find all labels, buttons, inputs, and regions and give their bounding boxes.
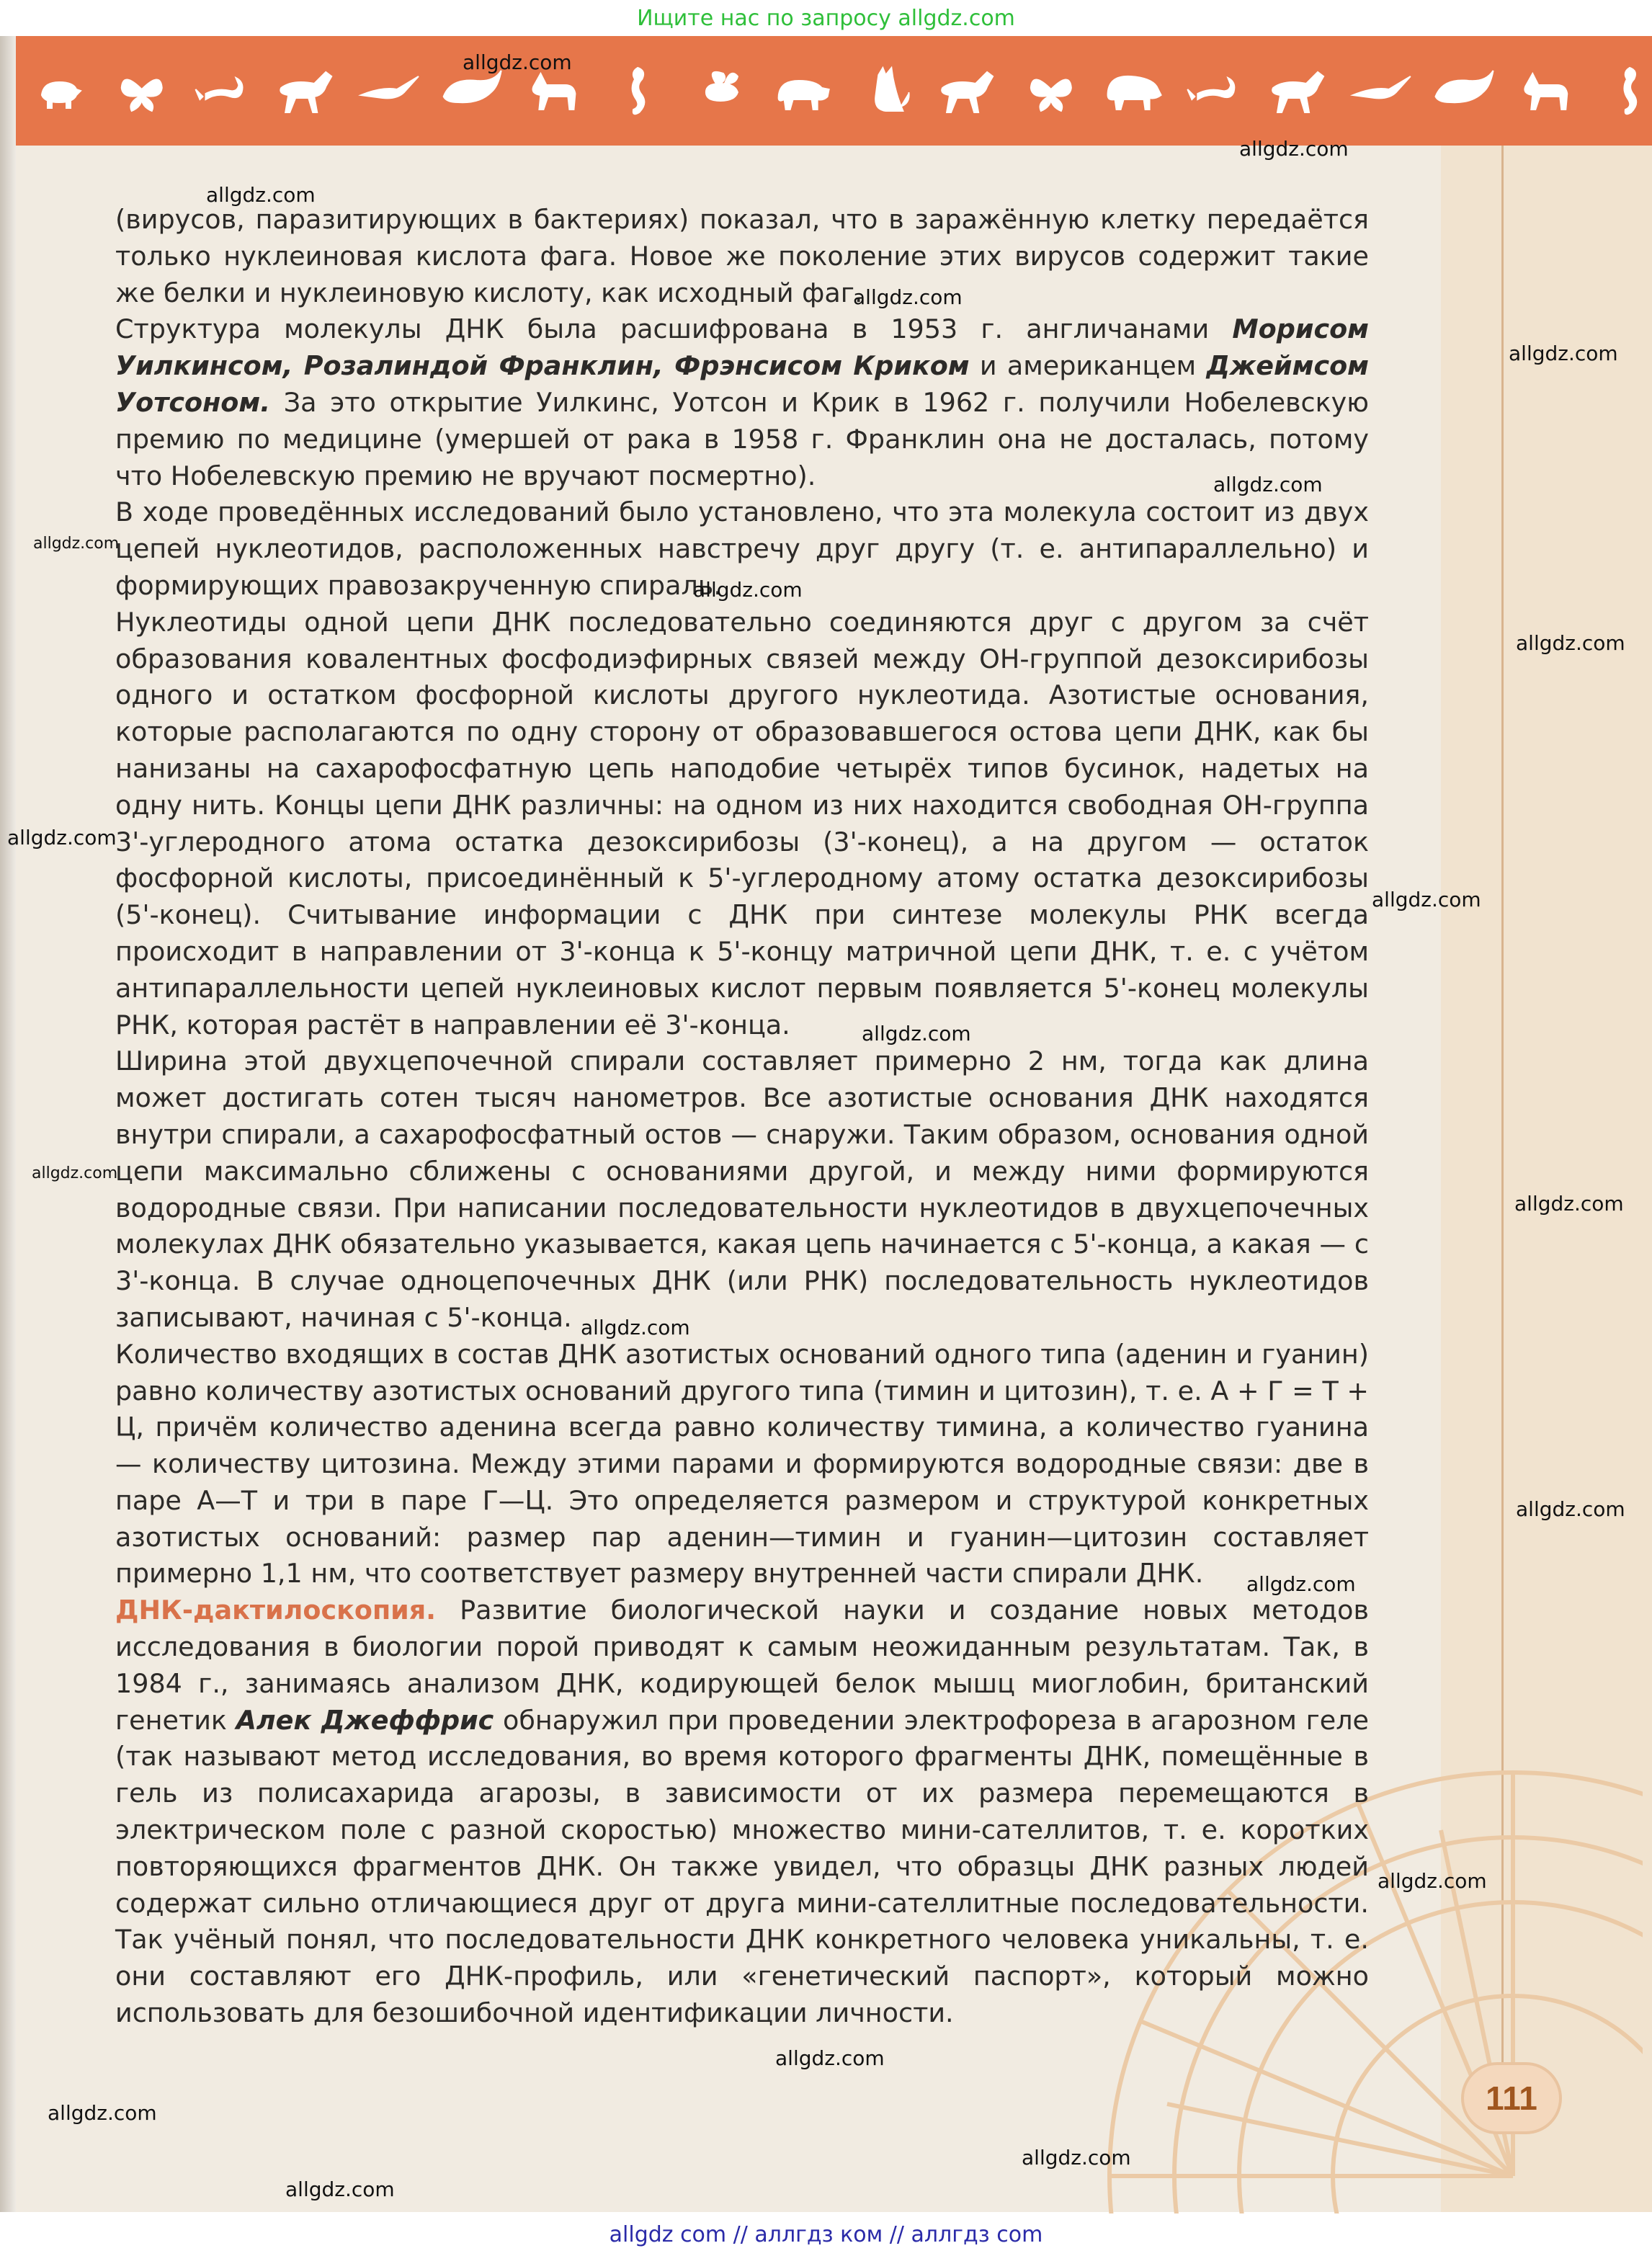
- whale-icon: [1436, 71, 1494, 102]
- animal-band: [16, 36, 1652, 146]
- watermark: allgdz.com: [1516, 1497, 1625, 1521]
- bottom-banner[interactable]: allgdz com // аллгдз ком // аллгдз com: [0, 2213, 1652, 2256]
- section-heading-dna-fingerprinting: ДНК-дактилоскопия.: [115, 1595, 437, 1626]
- watermark: allgdz.com: [693, 578, 803, 602]
- watermark: allgdz.com: [48, 2101, 157, 2125]
- page-gutter: [0, 36, 16, 2212]
- watermark: allgdz.com: [1509, 342, 1618, 365]
- horse-icon: [280, 72, 331, 112]
- watermark: allgdz.com: [862, 1022, 971, 1045]
- watermark: allgdz.com: [1246, 1572, 1356, 1596]
- paragraph-7-text-b: обнаружил при проведении электрофореза в агарозном геле (так называют метод исследования, во время которого фрагменты ДНК, помещённые в гель из полисахарида агарозы, в зависимости от их размера перемещаются в электрическом поле с разной скоростью) множество мини-сателлитов, т. е. коротких повторяющихся фрагментов ДНК. Он также увидел, что образцы ДНК разных людей содержат сильно отличающиеся друг от друга мини-сателлитные последовательности. Так учёный понял, что последовательности ДНК конкретного человека уникальны, т. е. они составляют его ДНК-профиль, или «генетический паспорт», который можно использовать для безошибочной идентификации личности.: [115, 1704, 1369, 2029]
- watermark: allgdz.com: [853, 285, 963, 309]
- watermark: allgdz.com: [7, 826, 117, 850]
- watermark: allgdz.com: [1213, 473, 1323, 496]
- dog-icon: [533, 73, 576, 110]
- scorpion-icon: [1187, 78, 1234, 99]
- bee-icon: [706, 72, 738, 101]
- paragraph-7-text-a: Развитие биологической науки и создание новых методов исследования в биологии порой приводят к самым неожиданным результатам. Так, в 1984 г., занимаясь анализом ДНК, кодирующей белок мышц миоглобин, британский генетик: [115, 1595, 1369, 1736]
- watermark: allgdz.com: [1516, 631, 1625, 655]
- watermark: allgdz.com: [32, 1164, 118, 1182]
- dog-icon: [1524, 73, 1567, 110]
- butterfly-icon: [122, 79, 162, 111]
- bird-icon: [1353, 76, 1411, 98]
- horse-icon: [1272, 72, 1323, 112]
- paragraph-2: [115, 311, 1369, 494]
- watermark: allgdz.com: [285, 2177, 395, 2201]
- paragraph-1: (вирусов, паразитирующих в бактериях) показал, что в заражённую клетку передаётся только нуклеиновая кислота фага. Новое же поколение этих вирусов содержит такие же белки и нуклеиновую кислоту, как исходный фаг.: [115, 204, 1369, 308]
- seahorse-icon: [633, 68, 645, 114]
- watermark: allgdz.com: [1514, 1192, 1624, 1216]
- cat-icon: [875, 68, 908, 111]
- pig-icon: [42, 82, 81, 108]
- paragraph-6: Количество входящих в состав ДНК азотистых оснований одного типа (аденин и гуанин) равно количеству азотистых оснований другого типа (тимин и цитозин), т. е. А + Г = Т + Ц, причём количество аденина всегда равно количеству тимина, а количество гуанина — количеству цитозина. Между этими парами и формируются водородные связи: две в паре А—Т и три в паре Г—Ц. Это определяется размером и структурой конкретных азотистых оснований: размер пар аденин—тимин и гуанин—цитозин составляет примерно 1,1 нм, что соответствует размеру внутренней части спирали ДНК.: [115, 1338, 1369, 1590]
- paragraph-3: В ходе проведённых исследований было установлено, что эта молекула состоит из двух цепей нуклеотидов, расположенных навстречу друг другу (т. е. антипараллельно) и формирующих правозакрученную спираль.: [115, 496, 1369, 601]
- paragraph-7: [115, 1592, 1369, 2032]
- scientist-names-1: Морисом Уилкинсом, Розалиндой Франклин, Фрэнсисом Криком: [115, 313, 1369, 382]
- seahorse-icon: [1624, 68, 1636, 114]
- scorpion-icon: [195, 78, 242, 99]
- watermark: allgdz.com: [33, 535, 120, 553]
- scientist-name-2: Джеймсом Уотсоном.: [115, 350, 1369, 418]
- main-text: [115, 202, 1369, 2032]
- watermark: allgdz.com: [775, 2046, 885, 2070]
- watermark: allgdz.com: [1378, 1869, 1487, 1893]
- bird-icon: [361, 76, 419, 98]
- paragraph-4: Нуклеотиды одной цепи ДНК последовательно соединяются друг с другом за счёт образования ковалентных фосфодиэфирных связей между ОН-группой дезоксирибозы одного и остатком фосфорной кислоты другого нуклеотида. Азотистые основания, которые располагаются по одну сторону от образовавшегося остова цепи ДНК, как бы нанизаны на сахарофосфатную цепь наподобие четырёх типов бусинок, надетых на одну нить. Концы цепи ДНК различны: на одном из них находится свободная ОН-группа 3'-углеродного атома остатка дезоксирибозы (3'-конец), а на другом — остаток фосфорной кислоты, присоединённый к 5'-углеродному атому остатка дезоксирибозы (5'-конец). Считывание информации с ДНК при синтезе молекулы РНК всегда происходит в направлении от 3'-конца к 5'-концу матричной цепи ДНК, т. е. с учётом антипараллельности цепей нуклеиновых кислот первым появляется 5'-конец молекулы РНК, которая растёт в направлении её 3'-конца.: [115, 606, 1369, 1040]
- watermark: allgdz.com: [581, 1316, 690, 1339]
- watermark: allgdz.com: [1239, 137, 1349, 161]
- scientist-name-3: Алек Джеффрис: [236, 1704, 494, 1736]
- page-number: 111: [1461, 2062, 1562, 2134]
- watermark: allgdz.com: [1022, 2146, 1131, 2170]
- bison-icon: [1108, 76, 1161, 110]
- paragraph-2-text-c: За это открытие Уилкинс, Уотсон и Крик в 1962 г. получили Нобелевскую премию по медицине (умершей от рака в 1958 г. Франклин она не досталась, потому что Нобелевскую премию не вручают посмертно).: [115, 386, 1369, 491]
- butterfly-icon: [1031, 79, 1071, 111]
- horse-icon: [942, 72, 993, 112]
- watermark: allgdz.com: [463, 50, 572, 74]
- bear-icon: [779, 81, 829, 110]
- paragraph-2-text-a: Структура молекулы ДНК была расшифрована в 1953 г. англичанами: [115, 313, 1233, 345]
- watermark: allgdz.com: [1372, 888, 1481, 911]
- whale-icon: [444, 71, 501, 102]
- paragraph-5: Ширина этой двухцепочечной спирали составляет примерно 2 нм, тогда как длина может достигать сотен тысяч нанометров. Все азотистые основания ДНК находятся внутри спирали, а сахарофосфатный остов — снаружи. Таким образом, основания одной цепи максимально сближены с основаниями другой, и между ними формируются водородные связи. При написании последовательности нуклеотидов в двухцепочечных молекулах ДНК обязательно указывается, какая цепь начинается с 5'-конца, а какая — с 3'-конца. В случае одноцепочечных ДНК (или РНК) последовательность нуклеотидов записывают, начиная с 5'-конца.: [115, 1045, 1369, 1333]
- top-banner[interactable]: Ищите нас по запросу allgdz.com: [637, 5, 1015, 31]
- paragraph-2-text-b: и американцем: [969, 350, 1207, 382]
- watermark: allgdz.com: [206, 183, 316, 207]
- animal-silhouettes: [16, 36, 1652, 146]
